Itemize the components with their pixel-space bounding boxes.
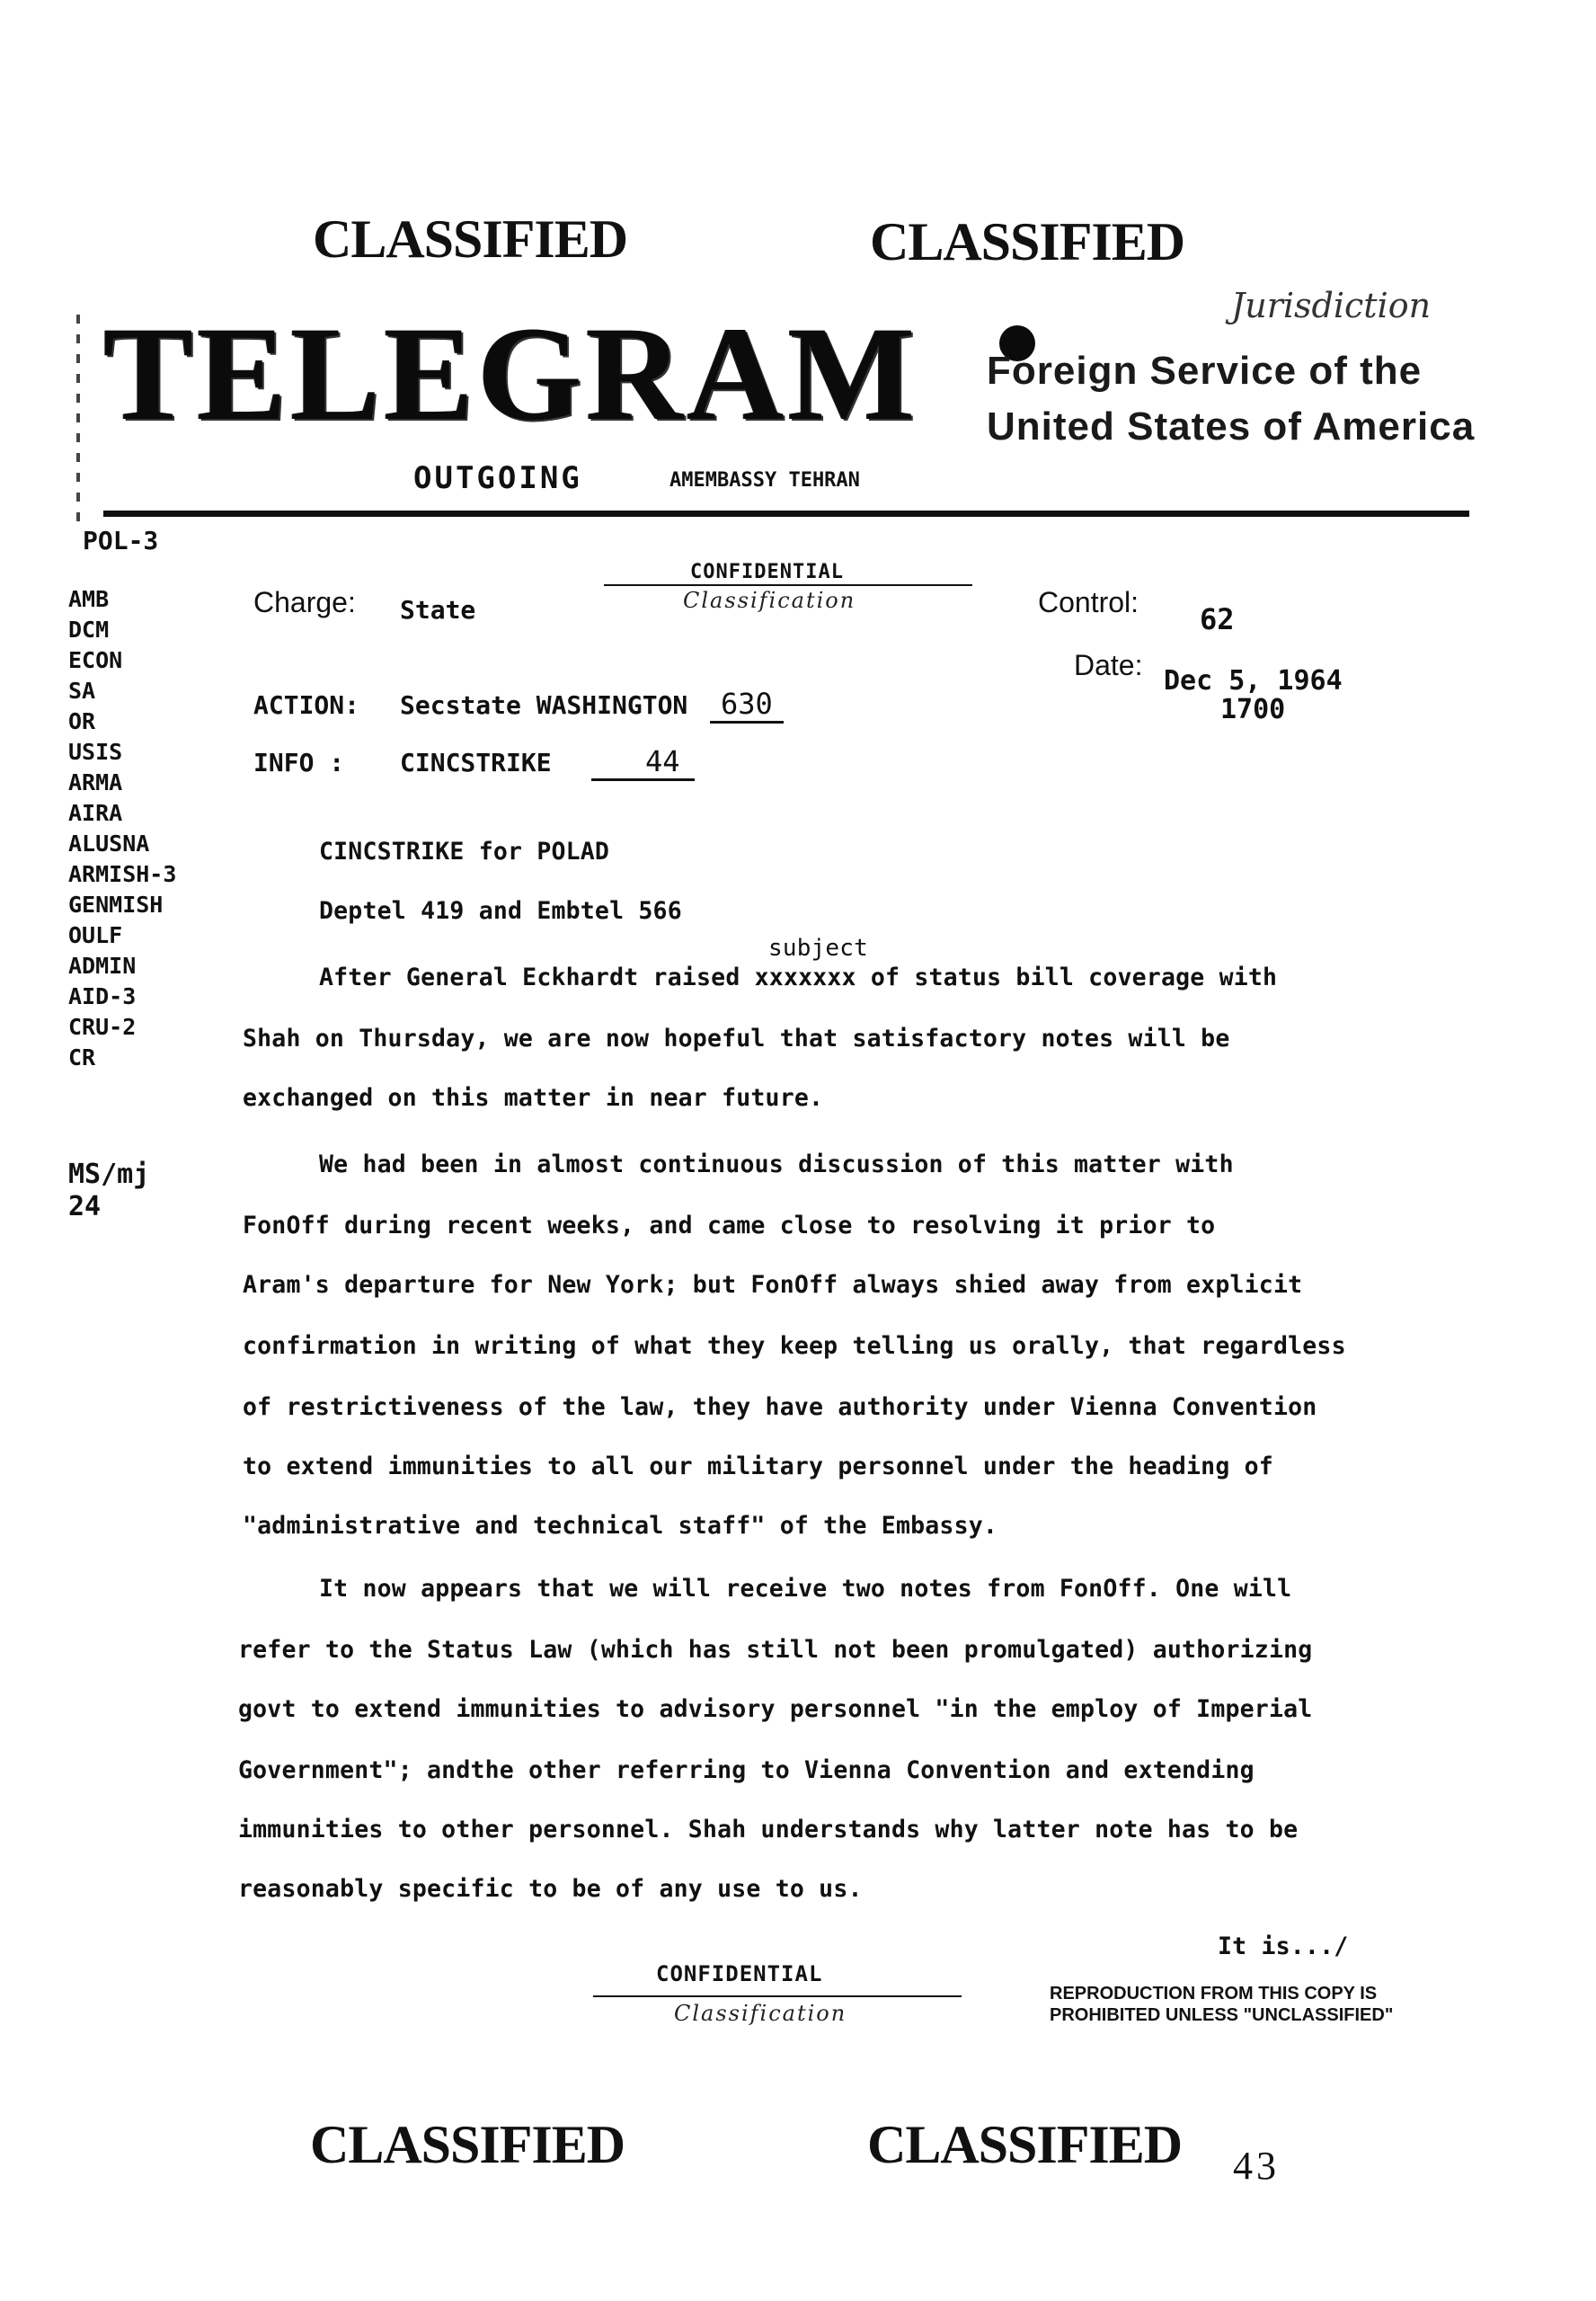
- routing-office: SA: [68, 678, 96, 704]
- message-line: to extend immunities to all our military personnel under the heading of: [243, 1453, 1273, 1480]
- action-label: ACTION:: [253, 690, 360, 720]
- message-line: reasonably specific to be of any use to us.: [238, 1875, 863, 1903]
- footer-classification-value: CONFIDENTIAL: [656, 1961, 823, 1986]
- telegram-title: TELEGRAM: [103, 299, 919, 449]
- charge-value: State: [400, 595, 476, 625]
- message-line: Government"; andthe other referring to Vienna Convention and extending: [238, 1756, 1255, 1784]
- routing-office: ARMA: [68, 769, 123, 795]
- embassy-label: AMEMBASSY TEHRAN: [669, 469, 860, 492]
- outgoing-label: OUTGOING: [413, 460, 582, 496]
- continuation-marker: It is.../: [1218, 1932, 1349, 1960]
- message-line: Aram's departure for New York; but FonOff always shied away from explicit: [243, 1271, 1303, 1299]
- header-rule: [103, 511, 1469, 517]
- drafter-initials: MS/mj: [68, 1159, 150, 1190]
- message-line: We had been in almost continuous discussion of this matter with: [319, 1150, 1234, 1178]
- info-label: INFO :: [253, 748, 345, 777]
- date-label: Date:: [1074, 649, 1143, 681]
- routing-office: USIS: [68, 739, 123, 765]
- info-number: 44: [591, 744, 695, 781]
- reproduction-notice-line-2: PROHIBITED UNLESS "UNCLASSIFIED": [1050, 2005, 1394, 2025]
- classified-stamp-bottom-right: CLASSIFIED: [867, 2115, 1183, 2174]
- reproduction-notice-line-1: REPRODUCTION FROM THIS COPY IS: [1050, 1984, 1378, 2003]
- classification-rule: [604, 584, 972, 586]
- action-number: 630: [710, 687, 784, 724]
- edge-perforation: [76, 315, 80, 521]
- classified-stamp-top-left: CLASSIFIED: [313, 209, 628, 269]
- charge-label: Charge:: [253, 586, 356, 618]
- control-label: Control:: [1038, 586, 1139, 618]
- info-value: CINCSTRIKE: [400, 748, 552, 777]
- routing-office: OR: [68, 708, 96, 734]
- handwritten-note: Jurisdiction: [1231, 286, 1432, 325]
- routing-office: OULF: [68, 922, 123, 948]
- date-value: Dec 5, 1964: [1164, 665, 1343, 697]
- routing-office: AID-3: [68, 983, 137, 1009]
- classification-value: CONFIDENTIAL: [690, 561, 844, 583]
- foreign-service-line-1: Foreign Service of the: [987, 349, 1423, 393]
- message-line: Shah on Thursday, we are now hopeful that satisfactory notes will be: [243, 1025, 1230, 1053]
- control-value: 62: [1200, 602, 1235, 636]
- message-line: immunities to other personnel. Shah understands why latter note has to be: [238, 1816, 1299, 1843]
- footer-classification-rule: [593, 1995, 962, 1997]
- action-value: Secstate WASHINGTON: [400, 690, 688, 720]
- message-line: refer to the Status Law (which has still not been promulgated) authorizing: [238, 1636, 1313, 1664]
- foreign-service-line-2: United States of America: [987, 404, 1476, 449]
- addressee-line: CINCSTRIKE for POLAD: [319, 838, 610, 866]
- message-line: After General Eckhardt raised xxxxxxx of status bill coverage with: [319, 964, 1278, 991]
- insertion-note: subject: [768, 935, 868, 962]
- routing-office: ALUSNA: [68, 831, 150, 857]
- footer-classification-label: Classification: [674, 2001, 847, 2026]
- routing-office: CRU-2: [68, 1014, 137, 1040]
- routing-office: AMB: [68, 586, 110, 612]
- routing-office: ADMIN: [68, 953, 137, 979]
- classification-label: Classification: [683, 588, 856, 613]
- message-line: exchanged on this matter in near future.: [243, 1084, 824, 1112]
- page-number: 43: [1233, 2144, 1280, 2188]
- drafter-extra: 24: [68, 1191, 102, 1222]
- classified-stamp-top-right: CLASSIFIED: [870, 212, 1185, 271]
- reference-line: Deptel 419 and Embtel 566: [319, 897, 682, 925]
- routing-office: GENMISH: [68, 892, 164, 918]
- routing-office: ARMISH-3: [68, 861, 177, 887]
- classified-stamp-bottom-left: CLASSIFIED: [310, 2115, 625, 2174]
- routing-office: AIRA: [68, 800, 123, 826]
- time-value: 1700: [1220, 694, 1286, 725]
- message-line: "administrative and technical staff" of the Embassy.: [243, 1512, 998, 1540]
- routing-office: DCM: [68, 617, 110, 643]
- message-line: of restrictiveness of the law, they have authority under Vienna Convention: [243, 1393, 1317, 1421]
- message-line: confirmation in writing of what they keep telling us orally, that regardless: [243, 1332, 1346, 1360]
- message-line: FonOff during recent weeks, and came close to resolving it prior to: [243, 1212, 1216, 1239]
- message-line: It now appears that we will receive two notes from FonOff. One will: [319, 1575, 1292, 1603]
- routing-top-code: POL-3: [83, 526, 159, 555]
- message-line: govt to extend immunities to advisory personnel "in the employ of Imperial: [238, 1695, 1313, 1723]
- routing-list: [68, 584, 176, 1073]
- routing-office: CR: [68, 1044, 96, 1071]
- routing-office: ECON: [68, 647, 123, 673]
